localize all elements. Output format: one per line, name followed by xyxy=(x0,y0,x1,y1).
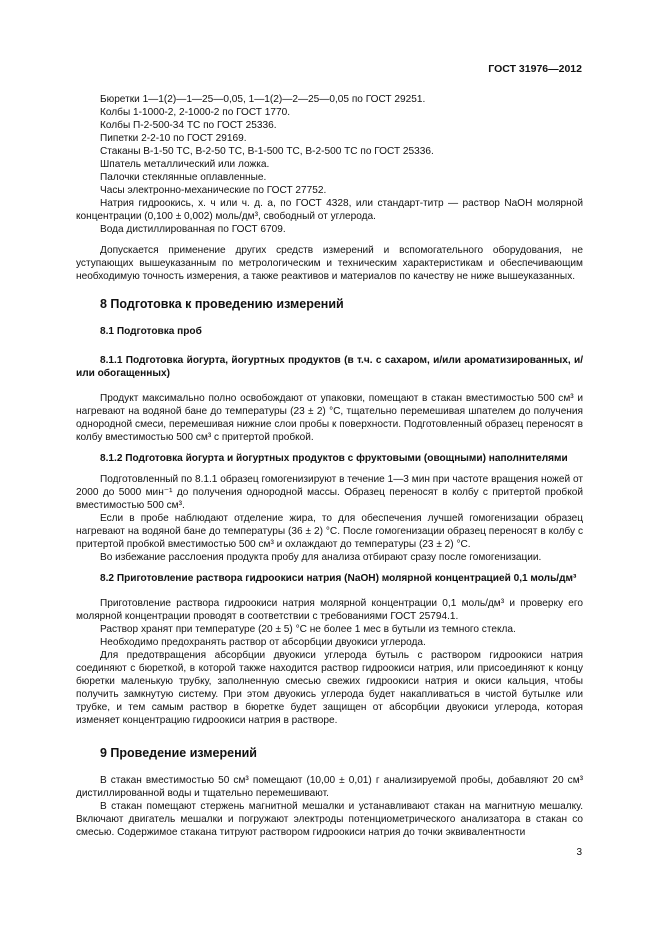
reagent-water: Вода дистиллированная по ГОСТ 6709. xyxy=(100,224,286,235)
standard-header: ГОСТ 31976—2012 xyxy=(488,63,582,75)
equipment-item: Стаканы В-1-50 ТС, В-2-50 ТС, В-1-500 ТС, В-2-500 ТС по ГОСТ 25336. xyxy=(100,146,434,157)
equipment-item: Пипетки 2-2-10 по ГОСТ 29169. xyxy=(100,133,247,144)
equipment-item: Бюретки 1—1(2)—1—25—0,05, 1—1(2)—2—25—0,05 по ГОСТ 29251. xyxy=(100,94,426,105)
equipment-item: Шпатель металлический или ложка. xyxy=(100,159,270,170)
section-8-1-2-heading: 8.1.2 Подготовка йогурта и йогуртных продуктов с фруктовыми (овощными) наполнителями xyxy=(100,453,568,464)
equipment-item: Колбы П-2-500-34 ТС по ГОСТ 25336. xyxy=(100,120,277,131)
equipment-item: Часы электронно-механические по ГОСТ 27752. xyxy=(100,185,327,196)
section-9-heading: 9 Проведение измерений xyxy=(100,746,257,760)
section-8-heading: 8 Подготовка к проведению измерений xyxy=(100,297,344,311)
equipment-item: Колбы 1-1000-2, 2-1000-2 по ГОСТ 1770. xyxy=(100,107,291,118)
equipment-item: Палочки стеклянные оплавленные. xyxy=(100,172,267,183)
section-8-1-2-text: Если в пробе наблюдают отделение жира, то для обеспечения лучшей гомогенизации образец нагревают на водяной бане до температуры (36 ± 2) °С. После гомогенизации образец переносят в колбу с притертой пробкой вместимостью 500 см³ и охлаждают до температуры (23 ± 2) °С. xyxy=(76,513,583,550)
section-8-1-heading: 8.1 Подготовка проб xyxy=(100,326,202,337)
section-8-2-text: Для предотвращения абсорбции двуокиси углерода бутыль с раствором гидроокиси натрия соединяют с бюреткой, в которой также находится раствор гидроокиси натрия, или присоединяют к концу бюретки маленькую трубку, заполненную смесью свежих гидроокиси натрия и окиси кальция, чтобы получить замкнутую систему. При этом двуокись углерода будет накапливаться в чистой бутылке или трубке, и тем самым раствор в бюретке будет защищен от абсорбции двуокиси углерода, которая изменяет концентрацию гидроокиси натрия в растворе. xyxy=(76,650,583,726)
allowance-paragraph: Допускается применение других средств измерений и вспомогательного оборудования, не уступающих вышеуказанным по метрологическим и техническим характеристикам и обеспечивающим необходимую точность измерения, а также реактивов и материалов по качеству не ниже вышеуказанных. xyxy=(76,245,583,282)
page-number: 3 xyxy=(576,847,582,858)
document-body xyxy=(76,93,583,839)
section-8-2-text: Приготовление раствора гидроокиси натрия молярной концентрации 0,1 моль/дм³ и проверку его молярной концентрации проводят в соответствии с требованиями ГОСТ 25794.1. xyxy=(76,598,583,622)
section-8-1-1-text: Продукт максимально полно освобождают от упаковки, помещают в стакан вместимостью 500 см³ и нагревают на водяной бане до температуры (23 ± 2) °С, тщательно перемешивая шпателем до получения однородной смеси, перемешивая нижние слои пробы к поверхности. Подготовленный образец переносят в колбу вместимостью 500 см³ с притертой пробкой. xyxy=(76,393,583,443)
section-8-2-heading: 8.2 Приготовление раствора гидроокиси натрия (NaOH) молярной концентрацией 0,1 моль/дм³ xyxy=(100,573,577,584)
section-9-text: В стакан помещают стержень магнитной мешалки и устанавливают стакан на магнитную мешалку. Включают двигатель мешалки и погружают электроды потенциометрического анализатора в стакан со смесью. Содержимое стакана титруют раствором гидроокиси натрия до точки эквивалентности xyxy=(76,801,583,838)
section-8-1-2-text: Подготовленный по 8.1.1 образец гомогенизируют в течение 1—3 мин при частоте вращения ножей от 2000 до 5000 мин⁻¹ до получения однородной массы. Образец переносят в колбу с притертой пробкой вместимостью 500 см³. xyxy=(76,474,583,511)
reagent-naoh: Натрия гидроокись, х. ч или ч. д. а, по ГОСТ 4328, или стандарт-титр — раствор NaOH молярной концентрации (0,100 ± 0,002) моль/дм³, свободный от углерода. xyxy=(76,198,583,222)
section-9-text: В стакан вместимостью 50 см³ помещают (10,00 ± 0,01) г анализируемой пробы, добавляют 20 см³ дистиллированной воды и тщательно перемешивают. xyxy=(76,775,583,799)
section-8-2-text: Необходимо предохранять раствор от абсорбции двуокиси углерода. xyxy=(100,637,426,648)
section-8-1-1-heading: 8.1.1 Подготовка йогурта, йогуртных продуктов (в т.ч. с сахаром, и/или ароматизированных, и/или обогащенных) xyxy=(76,355,583,379)
section-8-1-2-text: Во избежание расслоения продукта пробу для анализа отбирают сразу после гомогенизации. xyxy=(100,552,542,563)
section-8-2-text: Раствор хранят при температуре (20 ± 5) °С не более 1 мес в бутыли из темного стекла. xyxy=(100,624,516,635)
